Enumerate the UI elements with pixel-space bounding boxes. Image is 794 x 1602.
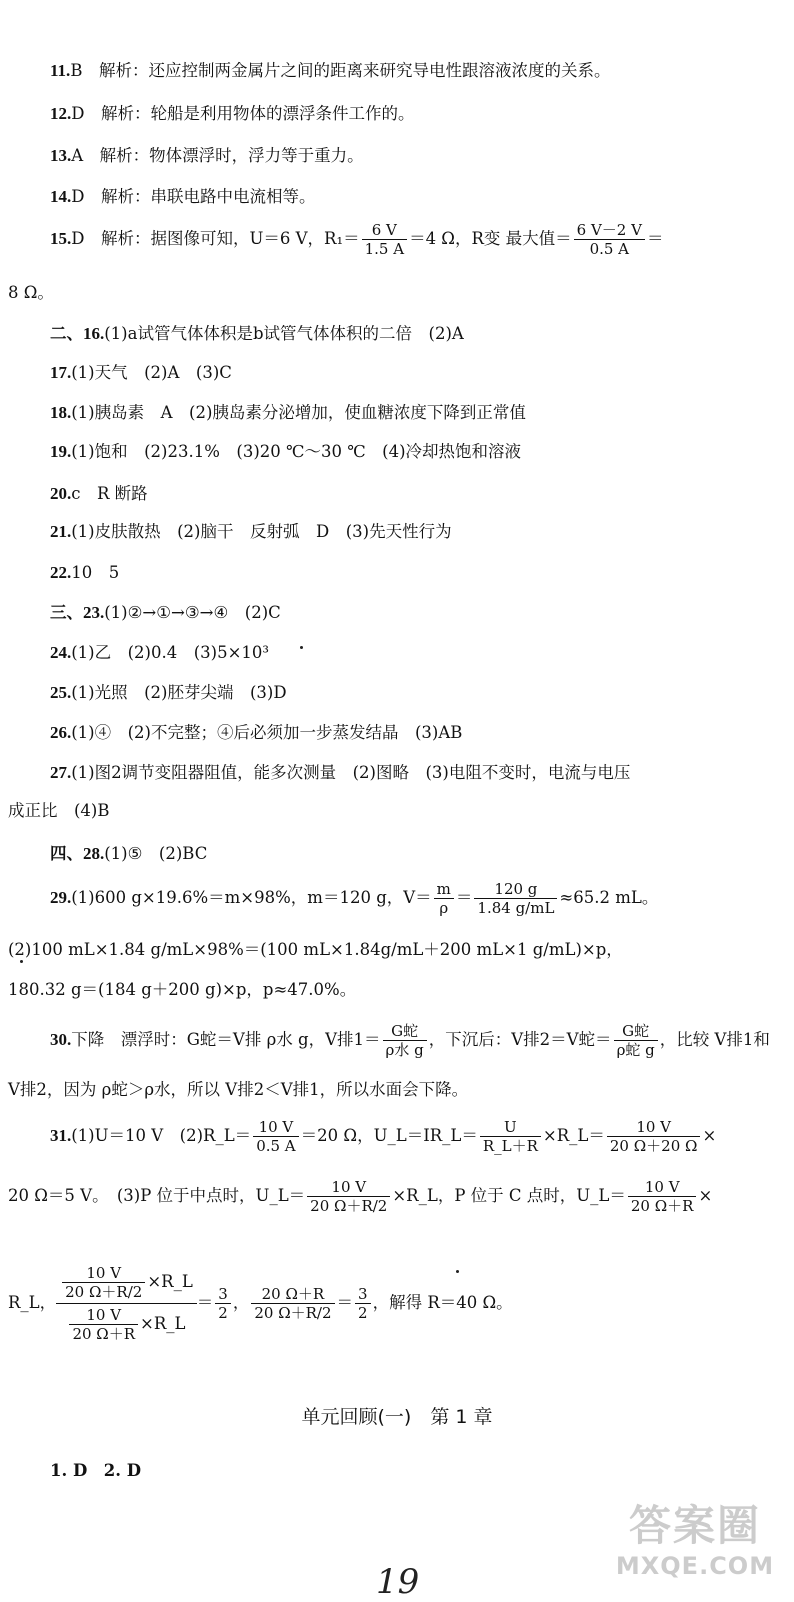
q19-text: (1)饱和 (2)23.1% (3)20 ℃～30 ℃ (4)冷却热饱和溶液 xyxy=(71,442,522,461)
q27-num: 27. xyxy=(50,763,72,782)
q31-l3-ratio-1 xyxy=(215,1285,231,1322)
q22-text: 10 5 xyxy=(71,563,120,582)
chapter-heading: 单元回顾(一) 第 1 章 xyxy=(301,1406,493,1428)
q30-fraction-2 xyxy=(614,1022,658,1059)
q26 xyxy=(50,724,462,742)
q22-num: 22. xyxy=(50,563,72,582)
watermark-url-text: MXQE.COM xyxy=(615,1552,775,1580)
q31-fraction-1 xyxy=(253,1118,298,1155)
q16-num: 16. xyxy=(83,324,105,343)
q26-text: (1)④ (2)不完整；④后必须加一步蒸发结晶 (3)AB xyxy=(71,723,463,742)
q17 xyxy=(50,364,232,382)
q31-l2-f1-num: 10 V xyxy=(331,1178,367,1196)
q29-line-2: (2)100 mL×1.84 g/mL×98%＝(100 mL×1.84g/mL＋200 mL×1 g/mL)×p， xyxy=(8,940,623,959)
q31-f3-num: 10 V xyxy=(636,1118,672,1136)
q30-f2-den: ρ蛇 g xyxy=(614,1040,658,1059)
q31-l3-r3d: 2 xyxy=(355,1303,371,1322)
q16 xyxy=(50,325,464,343)
q20-num: 20. xyxy=(50,484,72,503)
q15-f1-num: 6 V xyxy=(371,221,397,239)
q31-f2-den: R_L＋R xyxy=(480,1136,541,1155)
q24 xyxy=(50,644,269,662)
q31-f3-den: 20 Ω＋20 Ω xyxy=(607,1136,701,1155)
q15-f1-den: 1.5 A xyxy=(362,239,407,258)
q31-l3-lead: R_L， xyxy=(8,1293,57,1312)
speck-3 xyxy=(20,960,23,963)
q31-l2-post: × xyxy=(698,1186,713,1205)
q27-continuation: 成正比 (4)B xyxy=(8,801,110,820)
q31-l3-d2: 20 Ω＋R xyxy=(69,1324,138,1343)
q21 xyxy=(50,523,452,541)
q31-l3-xr-2: ×R_L xyxy=(140,1314,186,1333)
q29-f2-num: 120 g xyxy=(494,880,538,898)
q31-l2-fraction-2 xyxy=(628,1178,697,1215)
q29-num: 29. xyxy=(50,888,72,907)
q31-f1-num: 10 V xyxy=(258,1118,294,1136)
unit-review-answers: 1. D 2. D xyxy=(50,1461,142,1480)
q30-text-mid: ，下沉后：V排2＝V蛇＝ xyxy=(428,1030,612,1049)
q31-text-post: × xyxy=(702,1126,717,1145)
q18-num: 18. xyxy=(50,403,72,422)
q15-text-mid: ＝4 Ω，R变 最大值＝ xyxy=(409,229,572,248)
q13-num: 13. xyxy=(50,146,72,165)
q31-l3-n2: 10 V xyxy=(86,1306,122,1324)
q15-f2-num: 6 V－2 V xyxy=(576,221,642,239)
q17-text: (1)天气 (2)A (3)C xyxy=(71,363,232,382)
q19 xyxy=(50,443,521,461)
q29-fraction-2 xyxy=(474,880,557,917)
q18 xyxy=(50,404,526,422)
q31-f2-num: U xyxy=(504,1118,517,1136)
q25-num: 25. xyxy=(50,683,72,702)
q16-text: (1)a试管气体体积是b试管气体体积的二倍 (2)A xyxy=(104,324,464,343)
q15-fraction-2 xyxy=(574,221,645,258)
speck-1 xyxy=(300,646,303,649)
q31-l3-end: ，解得 R＝40 Ω。 xyxy=(372,1293,513,1312)
q28-num: 28. xyxy=(83,844,105,863)
q30-f1-den: ρ水 g xyxy=(383,1040,427,1059)
q15-f2-den: 0.5 A xyxy=(574,239,645,258)
q31-l3-ratio-3 xyxy=(355,1285,371,1322)
q29 xyxy=(50,880,658,917)
q31-text-mid: ＝20 Ω，U_L＝IR_L＝ xyxy=(300,1126,478,1145)
q30 xyxy=(50,1022,770,1059)
q25-text: (1)光照 (2)胚芽尖端 (3)D xyxy=(71,683,287,702)
q31-l3-n1: 10 V xyxy=(86,1264,122,1282)
q15-fraction-1 xyxy=(362,221,407,258)
q29-f1-num: m xyxy=(436,880,451,898)
q31-text-mid2: ×R_L＝ xyxy=(542,1126,605,1145)
q17-num: 17. xyxy=(50,363,72,382)
q29-text-post: ≈65.2 mL。 xyxy=(559,888,659,907)
watermark-logo xyxy=(600,1500,790,1595)
q31-l3-cf-d-fraction xyxy=(69,1306,138,1343)
section-2-marker: 二、 xyxy=(50,324,83,343)
q31-l2-f2-den: 20 Ω＋R xyxy=(628,1196,697,1215)
q31-l3-r2d: 20 Ω＋R/2 xyxy=(251,1303,334,1322)
q28-text: (1)⑤ (2)BC xyxy=(104,844,208,863)
q31-l3-compound-fraction xyxy=(56,1262,197,1345)
watermark-big-text: 答案圈 xyxy=(628,1501,761,1550)
q31-l3-comma: ， xyxy=(232,1293,250,1312)
q31-l3-r3n: 3 xyxy=(358,1285,368,1303)
q31-l2-f1-den: 20 Ω＋R/2 xyxy=(307,1196,390,1215)
q30-text-post: ，比较 V排1和 xyxy=(659,1030,770,1049)
q27 xyxy=(50,764,630,782)
q23-num: 23. xyxy=(83,603,105,622)
q21-num: 21. xyxy=(50,522,72,541)
q12 xyxy=(50,105,414,123)
q19-num: 19. xyxy=(50,442,72,461)
q11-text: B 解析：还应控制两金属片之间的距离来研究导电性跟溶液浓度的关系。 xyxy=(70,61,611,80)
q31-l3-eq2: ＝ xyxy=(336,1293,354,1312)
q31-l3-ratio-2 xyxy=(251,1285,334,1322)
q12-num: 12. xyxy=(50,104,72,123)
q26-num: 26. xyxy=(50,723,72,742)
q14 xyxy=(50,188,315,206)
q30-continuation: V排2，因为 ρ蛇＞ρ水，所以 V排2＜V排1，所以水面会下降。 xyxy=(8,1080,469,1099)
q14-text: D 解析：串联电路中电流相等。 xyxy=(71,187,316,206)
q13-text: A 解析：物体漂浮时，浮力等于重力。 xyxy=(71,146,364,165)
q24-text: (1)乙 (2)0.4 (3)5×10³ xyxy=(71,643,270,662)
q30-text-pre: 下降 漂浮时：G蛇＝V排 ρ水 g，V排1＝ xyxy=(71,1030,381,1049)
q31-num: 31. xyxy=(50,1126,72,1145)
q31-l3-xr-1: ×R_L xyxy=(147,1272,193,1291)
q31-fraction-3 xyxy=(607,1118,701,1155)
q31-l3-eq: ＝ xyxy=(196,1293,214,1312)
q12-text: D 解析：轮船是利用物体的漂浮条件工作的。 xyxy=(71,104,415,123)
q30-fraction-1 xyxy=(383,1022,427,1059)
q25 xyxy=(50,684,287,702)
q31-l3-r1d: 2 xyxy=(215,1303,231,1322)
q31 xyxy=(50,1118,716,1155)
q31-l3-cf-numerator xyxy=(56,1262,197,1303)
q11 xyxy=(50,62,610,80)
q15-text-pre: D 解析：据图像可知，U＝6 V，R₁＝ xyxy=(71,229,360,248)
q21-text: (1)皮肤散热 (2)脑干 反射弧 D (3)先天性行为 xyxy=(71,522,452,541)
q29-fraction-1 xyxy=(434,880,454,917)
q30-num: 30. xyxy=(50,1030,72,1049)
q31-line-2 xyxy=(8,1178,712,1215)
q29-f2-den: 1.84 g/mL xyxy=(474,898,557,917)
q29-text-pre: (1)600 g×19.6%＝m×98%，m＝120 g，V＝ xyxy=(71,888,432,907)
q13 xyxy=(50,147,364,165)
q15-continuation: 8 Ω。 xyxy=(8,283,54,302)
q27-text: (1)图2调节变阻器阻值，能多次测量 (2)图略 (3)电阻不变时，电流与电压 xyxy=(71,763,631,782)
speck-2 xyxy=(456,1270,459,1273)
q22 xyxy=(50,564,119,582)
q18-text: (1)胰岛素 A (2)胰岛素分泌增加，使血糖浓度下降到正常值 xyxy=(71,403,526,422)
q31-line-3 xyxy=(8,1262,513,1345)
q23 xyxy=(50,604,281,622)
q30-f2-num: G蛇 xyxy=(622,1022,650,1040)
q31-text-pre: (1)U＝10 V (2)R_L＝ xyxy=(71,1126,252,1145)
q31-l3-d1: 20 Ω＋R/2 xyxy=(62,1282,145,1301)
q31-l2-fraction-1 xyxy=(307,1178,390,1215)
q30-f1-num: G蛇 xyxy=(391,1022,419,1040)
q11-num: 11. xyxy=(50,61,71,80)
q15-num: 15. xyxy=(50,229,72,248)
q29-text-mid: ＝ xyxy=(455,888,473,907)
q20 xyxy=(50,485,148,503)
q31-l3-cf-denominator xyxy=(56,1303,197,1345)
q31-l3-r2n: 20 Ω＋R xyxy=(261,1285,325,1303)
q29-f1-den: ρ xyxy=(434,898,454,917)
q14-num: 14. xyxy=(50,187,72,206)
q15 xyxy=(50,221,663,258)
handwritten-page-number: 19 xyxy=(376,1562,420,1602)
q31-fraction-2 xyxy=(480,1118,541,1155)
q23-text: (1)②→①→③→④ (2)C xyxy=(104,603,281,622)
q28 xyxy=(50,845,207,863)
q31-l3-r1n: 3 xyxy=(218,1285,228,1303)
q31-l3-cf-n-fraction xyxy=(62,1264,145,1301)
q31-f1-den: 0.5 A xyxy=(253,1136,298,1155)
section-3-marker: 三、 xyxy=(50,603,83,622)
q24-num: 24. xyxy=(50,643,72,662)
q15-text-post: ＝ xyxy=(646,229,664,248)
q31-l2-f2-num: 10 V xyxy=(644,1178,680,1196)
section-4-marker: 四、 xyxy=(50,844,83,863)
q20-text: c R 断路 xyxy=(71,484,148,503)
q29-line-3: 180.32 g＝(184 g＋200 g)×p，p≈47.0%。 xyxy=(8,980,357,999)
q31-l2-mid: ×R_L，P 位于 C 点时，U_L＝ xyxy=(392,1186,626,1205)
q31-l2-pre: 20 Ω＝5 V。 (3)P 位于中点时，U_L＝ xyxy=(8,1186,306,1205)
